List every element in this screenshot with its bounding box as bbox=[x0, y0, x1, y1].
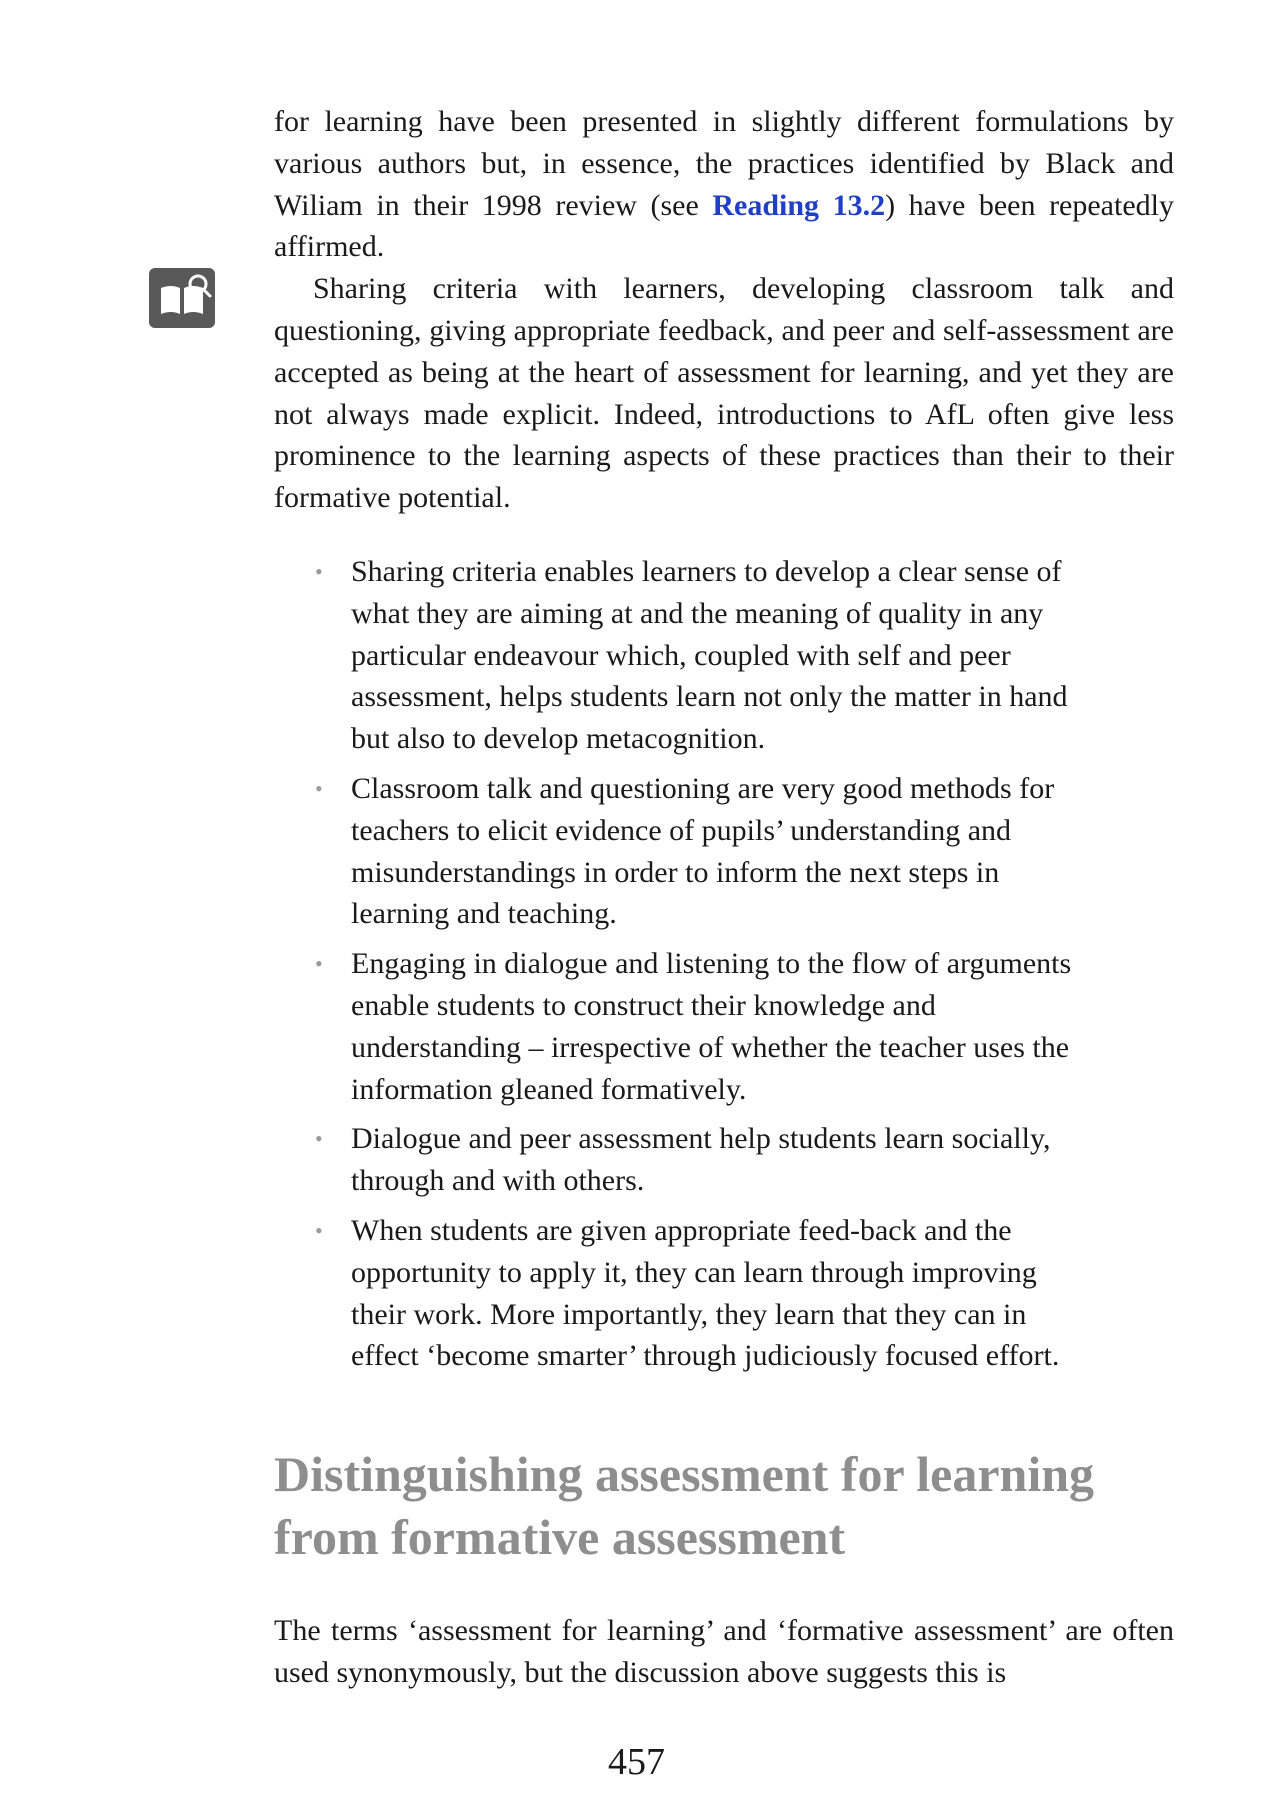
closing-text bbox=[274, 1610, 1174, 1694]
list-item-text: Classroom talk and questioning are very good methods for teachers to elicit evidence of pupils’ understanding and misunderstandings in order to inform the next steps in learning and teaching. bbox=[351, 771, 1055, 931]
closing-paragraph: The terms ‘assessment for learning’ and ‘formative assessment’ are often used synonymously, but the discussion above suggests this is bbox=[274, 1614, 1174, 1689]
criteria-paragraph: Sharing criteria with learners, developing classroom talk and questioning, giving appropriate feedback, and peer and self-assessment are accepted as being at the heart of assessment for learning, and yet they are not always made explicit. Indeed, introductions to AfL often give less prominence to the learning aspects of these practices than their to their formative potential. bbox=[274, 272, 1174, 515]
bullet-marker: • bbox=[315, 1126, 323, 1152]
list-item bbox=[274, 551, 1096, 760]
list-item-text: Sharing criteria enables learners to develop a clear sense of what they are aiming at and the meaning of quality in any particular endeavour which, coupled with self and peer assessment, helps students learn not only the matter in hand but also to develop metacognition. bbox=[351, 555, 1068, 756]
list-item-text: Dialogue and peer assessment help students learn socially, through and with others. bbox=[351, 1122, 1051, 1198]
bullet-marker: • bbox=[315, 559, 323, 584]
list-item bbox=[274, 768, 1096, 935]
bullet-marker: • bbox=[315, 951, 323, 977]
intro-paragraph bbox=[274, 101, 1174, 268]
intro-text-end: ) have been repeatedly affirmed. bbox=[274, 188, 1174, 264]
body-text bbox=[274, 101, 1174, 519]
page-number: 457 bbox=[608, 1741, 665, 1783]
practices-list bbox=[274, 551, 1174, 1385]
bullet-marker: • bbox=[315, 775, 323, 801]
reading-book-icon-graphic bbox=[149, 268, 215, 328]
intro-text-start: for learning have been presented in slightly different formulations by various authors but, in essence, the practices identified by Black and Wiliam in their 1998 review (see bbox=[274, 105, 1174, 222]
list-item bbox=[274, 1210, 1096, 1377]
list-item-text: Engaging in dialogue and listening to the flow of arguments enable students to construct their knowledge and understanding – irrespective of whether the teacher uses the information gleaned formatively. bbox=[351, 947, 1072, 1106]
list-item bbox=[274, 1118, 1096, 1202]
reading-book-icon[interactable] bbox=[149, 268, 215, 328]
reading-reference-link[interactable]: Reading 13.2 bbox=[712, 188, 886, 222]
section-heading: Distinguishing assessment for learning from formative assessment bbox=[274, 1446, 1095, 1565]
list-item bbox=[274, 943, 1096, 1110]
bullet-marker: • bbox=[315, 1217, 323, 1243]
list-item-text: When students are given appropriate feed-back and the opportunity to apply it, they can learn through improving their work. More importantly, they learn that they can in effect ‘become smarter’ through judiciously focused effort. bbox=[351, 1213, 1060, 1373]
